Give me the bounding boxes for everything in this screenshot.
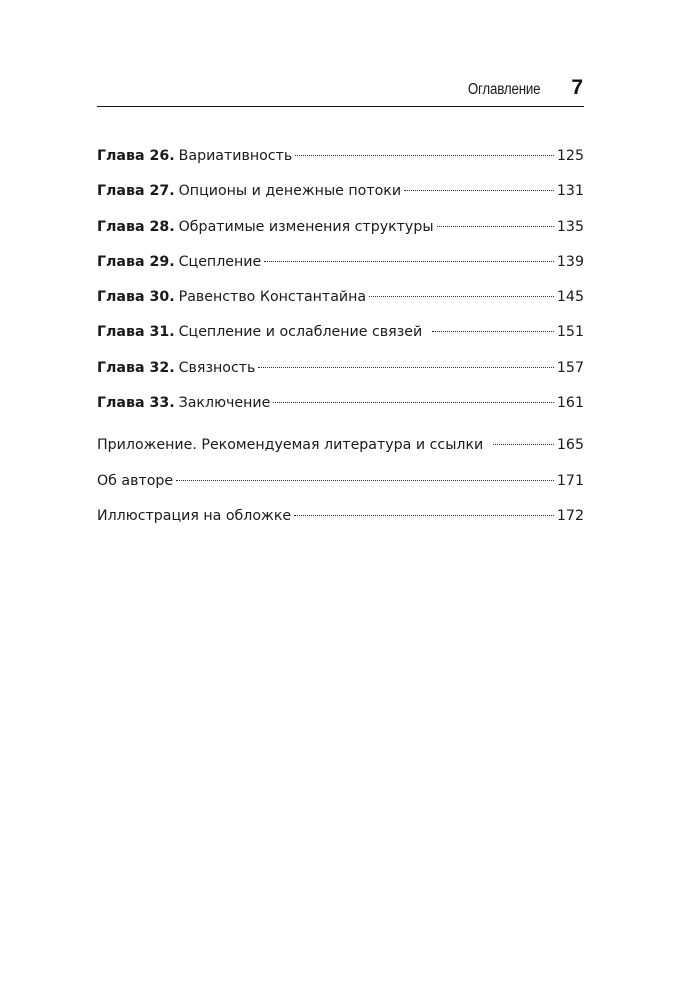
- chapter-label: Глава 28.: [97, 218, 175, 235]
- dot-leader: [294, 515, 554, 516]
- chapter-title: Вариативность: [178, 148, 293, 164]
- dot-leader: [432, 331, 554, 332]
- chapter-title: Связность: [178, 359, 256, 376]
- section-spacer: [97, 422, 584, 429]
- about-author-page: 171: [556, 472, 584, 489]
- toc-entry-chapter-33[interactable]: [97, 387, 584, 422]
- dot-leader: [176, 480, 554, 481]
- toc-entry-chapter-26[interactable]: [97, 140, 584, 175]
- toc-entry-chapter-32[interactable]: [97, 352, 584, 387]
- chapter-page: 157: [556, 359, 584, 376]
- chapter-page: 151: [556, 324, 584, 341]
- chapter-label: Глава 32.: [97, 359, 175, 376]
- chapter-title: Равенство Константайна: [178, 289, 367, 306]
- cover-illustration-title: Иллюстрация на обложке: [97, 507, 292, 524]
- chapter-title: Обратимые изменения структуры: [178, 218, 434, 235]
- chapter-label: Глава 26.: [97, 148, 175, 164]
- running-header-title: Оглавление: [467, 81, 540, 98]
- chapter-title: Сцепление и ослабление связей: [178, 324, 423, 341]
- toc-entry-chapter-31[interactable]: [97, 316, 584, 351]
- chapter-label: Глава 33.: [97, 395, 175, 412]
- about-author-title: Об авторе: [97, 472, 174, 489]
- table-of-contents: [97, 140, 584, 535]
- page-number: 7: [571, 76, 583, 99]
- toc-entry-about-author[interactable]: [97, 465, 584, 500]
- chapter-label: Глава 27.: [97, 183, 175, 200]
- dot-leader: [369, 296, 554, 297]
- chapter-title: Опционы и денежные потоки: [178, 183, 402, 200]
- toc-entry-chapter-28[interactable]: [97, 211, 584, 246]
- appendix-page: 165: [556, 437, 584, 454]
- chapter-page: 145: [556, 289, 584, 306]
- chapter-title: Сцепление: [178, 253, 262, 270]
- toc-entry-chapter-27[interactable]: [97, 175, 584, 210]
- chapter-page: 135: [556, 218, 584, 235]
- chapter-label: Глава 31.: [97, 324, 175, 341]
- dot-leader: [258, 367, 554, 368]
- chapter-page: 139: [556, 253, 584, 270]
- chapter-page: 161: [556, 395, 584, 412]
- dot-leader: [493, 444, 554, 445]
- chapter-title: Заключение: [178, 395, 271, 412]
- running-header: [97, 74, 584, 107]
- chapter-page: 131: [556, 183, 584, 200]
- dot-leader: [437, 226, 554, 227]
- chapter-page: 125: [556, 148, 584, 164]
- chapter-label: Глава 30.: [97, 289, 175, 306]
- dot-leader: [404, 190, 554, 191]
- toc-entry-chapter-30[interactable]: [97, 281, 584, 316]
- chapter-label: Глава 29.: [97, 253, 175, 270]
- dot-leader: [273, 402, 554, 403]
- dot-leader: [264, 261, 554, 262]
- toc-entry-appendix[interactable]: [97, 429, 584, 464]
- toc-entry-cover-illustration[interactable]: [97, 500, 584, 535]
- toc-entry-chapter-29[interactable]: [97, 246, 584, 281]
- appendix-title: Приложение. Рекомендуемая литература и ссылки: [97, 437, 484, 454]
- cover-illustration-page: 172: [556, 507, 584, 524]
- dot-leader: [295, 155, 554, 156]
